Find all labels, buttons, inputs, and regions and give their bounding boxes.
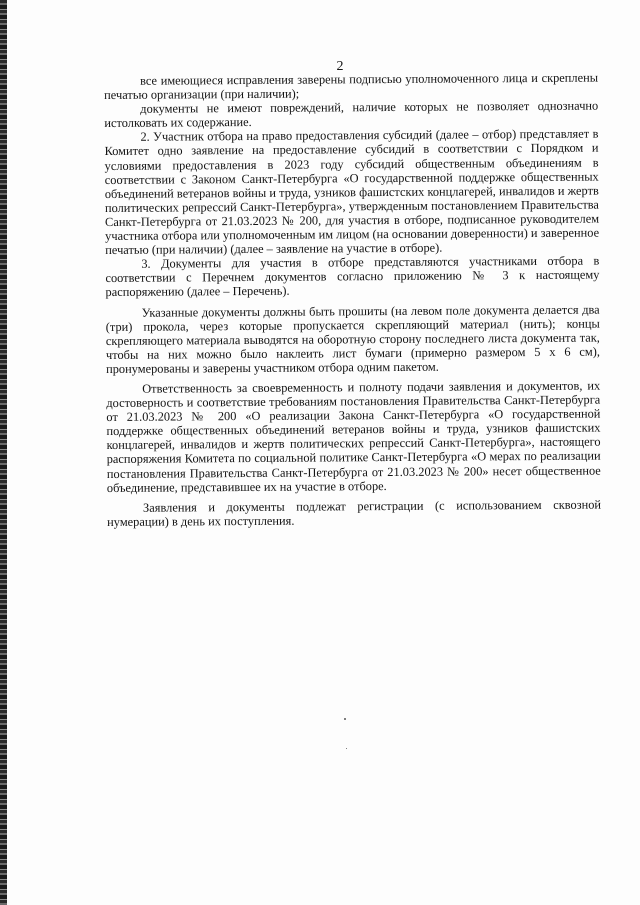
scan-speck xyxy=(346,748,347,749)
paragraph-4: 3. Документы для участия в отборе представляются участниками отбора в соответствии с Перечнем документов согласно приложению № 3 к настоящему распоряжению (далее – Перечень). xyxy=(105,253,600,300)
page-number: 2 xyxy=(336,59,344,74)
paragraph-1: все имеющиеся исправления заверены подписью уполномоченного лица и скреплены печатью организации (при наличии); xyxy=(104,70,599,103)
paragraph-5: Указанные документы должны быть прошиты (на левом поле документа делается два (три) прокола, через которые пропускается скрепляющий материал (нить); концы скрепляющего материала выводятся на оборотную сторону последнего листа документа так, чтобы на них можно было наклеить лист бумаги (примерно размером 5 х 6 см), пронумерованы и заверены участником отбора одним пакетом. xyxy=(105,302,600,376)
scan-edge-artifact xyxy=(0,0,7,905)
scan-speck xyxy=(344,718,346,720)
document-body xyxy=(104,71,601,529)
paragraph-2: документы не имеют повреждений, наличие которых не позволяет однозначно истолковать их содержание. xyxy=(104,98,599,131)
paragraph-6: Ответственность за своевременность и полноту подачи заявления и документов, их достоверность и соответствие требованиям постановления Правительства Санкт-Петербурга от 21.03.2023 № 200 «О реализации Закона Санкт-Петербурга «О государственной поддержке общественных объединений ветеранов войны и труда, узников фашистских концлагерей, инвалидов и жертв политических репрессий Санкт-Петербурга», настоящего распоряжения Комитета по социальной политике Санкт-Петербурга «О мерах по реализации постановления Правительства Санкт-Петербурга от 21.03.2023 № 200» несет общественное объединение, представившее их на участие в отборе. xyxy=(106,378,601,495)
paragraph-7: Заявления и документы подлежат регистрации (с использованием сквозной нумерации) в день их поступления. xyxy=(107,497,602,529)
paragraph-3: 2. Участник отбора на право предоставления субсидий (далее – отбор) представляет в Комитет одно заявление на предоставление субсидий в соответствии с Порядком и условиями предоставления в 2023 году субсидий общественным объединениям в соответствии с Законом Санкт-Петербурга «О государственной поддержке общественных объединений ветеранов войны и труда, узников фашистских концлагерей, инвалидов и жертв политических репрессий Санкт-Петербурга», утвержденным постановлением Правительства Санкт-Петербурга от 21.03.2023 № 200, для участия в отборе, подписанное руководителем участника отбора или уполномоченным им лицом (на основании доверенности) и заверенное печатью (при наличии) (далее – заявление на участие в отборе). xyxy=(104,126,600,258)
